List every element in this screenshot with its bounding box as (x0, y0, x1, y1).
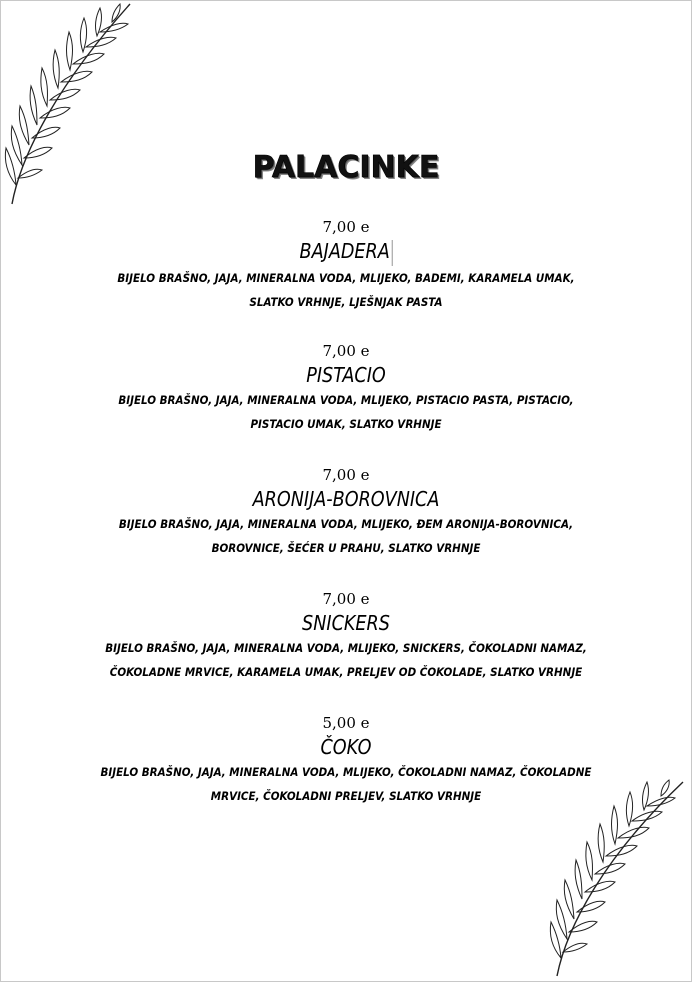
menu-item (0, 588, 692, 712)
item-price: 5,00 e (322, 714, 370, 732)
item-price: 7,00 e (322, 342, 370, 360)
menu-item (0, 340, 692, 464)
item-name: PISTACIO (306, 363, 386, 387)
menu-list (0, 216, 692, 836)
item-name: ČOKO (320, 735, 372, 759)
item-price: 7,00 e (322, 466, 370, 484)
text-cursor (392, 240, 393, 266)
item-ingredients: BIJELO BRAŠNO, JAJA, MINERALNA VODA, MLIJEKO, BADEMI, KARAMELA UMAK, SLATKO VRHNJE, LJEŠNJAK PASTA (117, 270, 575, 309)
item-price: 7,00 e (322, 590, 370, 608)
item-ingredients: BIJELO BRAŠNO, JAJA, MINERALNA VODA, MLIJEKO, ĐEM ARONIJA-BOROVNICA, BOROVNICE, ŠEĆER U PRAHU, SLATKO VRHNJE (118, 517, 574, 555)
menu-item (0, 216, 692, 340)
item-name: SNICKERS (302, 611, 390, 635)
item-price: 7,00 e (322, 218, 370, 236)
item-ingredients: BIJELO BRAŠNO, JAJA, MINERALNA VODA, MLIJEKO, ČOKOLADNI NAMAZ, ČOKOLADNE MRVICE, ČOKOLADNI PRELJEV, SLATKO VRHNJE (100, 765, 592, 803)
menu-title: PALACINKE (252, 150, 440, 185)
menu-item (0, 712, 692, 836)
item-ingredients: BIJELO BRAŠNO, JAJA, MINERALNA VODA, MLIJEKO, SNICKERS, ČOKOLADNI NAMAZ, ČOKOLADNE MRVICE, KARAMELA UMAK, PRELJEV OD ČOKOLADE, SLATKO VRHNJE (105, 641, 587, 679)
menu-item (0, 464, 692, 588)
item-ingredients: BIJELO BRAŠNO, JAJA, MINERALNA VODA, MLIJEKO, PISTACIO PASTA, PISTACIO, PISTACIO UMAK, SLATKO VRHNJE (118, 393, 574, 431)
item-name: BAJADERA (299, 239, 390, 263)
item-name: ARONIJA-BOROVNICA (252, 487, 440, 511)
